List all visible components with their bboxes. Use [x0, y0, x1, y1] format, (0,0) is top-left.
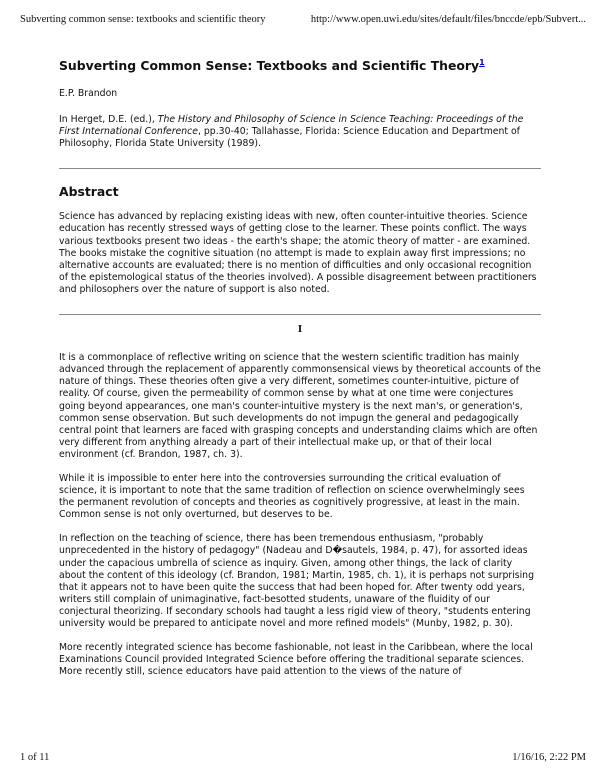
divider [59, 314, 541, 315]
citation-book-title: The History and Philosophy of Science in Science Teaching: Proceedings of the First International Conference [59, 114, 524, 138]
footnote-link[interactable]: 1 [479, 57, 485, 67]
page-number: 1 of 11 [20, 752, 50, 763]
document-title [59, 58, 541, 74]
document-body [59, 58, 541, 690]
author-name: E.P. Brandon [59, 88, 118, 99]
citation-pre: In Herget, D.E. (ed.), [59, 114, 158, 126]
body-paragraph: In reflection on the teaching of science, there has been tremendous enthusiasm, "probably unprecedented in the history of pedagogy" (Nadeau and D�sautels, 1984, p. 47), for assorted ideas under the capacious umbrella of science as inquiry. Given, among other things, the lack of clarity about the content of this ideology (cf. Brandon, 1981; Martin, 1985, ch. 1), it is perhaps not surprising that it appears not to have been quite the success that had been hoped for. After twenty odd years, writers still complain of unimaginative, fact-besotted students, unaware of the fluidity of our conjectural theorizing. If secondary schools had taught a less rigid view of theory, "students entering university would be prepared to anticipate novel and more refined models" (Munby, 1982, p. 30). [59, 533, 534, 629]
footnote-marker [479, 58, 485, 67]
citation-reference [59, 114, 541, 150]
print-footer [20, 752, 586, 768]
header-page-title: Subverting common sense: textbooks and scientific theory [20, 14, 266, 25]
citation-post: , pp.30-40; Tallahasse, Florida: Science Education and Department of Philosophy, Florida State University (1989). [59, 126, 520, 150]
title-text: Subverting Common Sense: Textbooks and Scientific Theory [59, 58, 480, 73]
body-paragraph: More recently integrated science has become fashionable, not least in the Caribbean, where the local Examinations Council provided Integrated Science before offering the traditional separate sciences. More recently still, science educators have paid attention to the views of the nature of [59, 642, 533, 678]
body-paragraph: It is a commonplace of reflective writing on science that the western scientific tradition has mainly advanced through the replacement of apparently commonsensical views by theoretical accounts of the nature of things. These theories often give a very different, sometimes counter-intuitive, picture of reality. Of course, given the permeability of common sense by what at one time were conjectures going beyond appearances, one man's counter-intuitive mystery is the next man's, or generation's, common sense observation. But such developments do not impugn the general and pedagogically central point that learners are faced with grasping concepts and understanding claims which are often very different from anything already a part of their intellectual make up, or that of their local environment (cf. Brandon, 1987, ch. 3). [59, 352, 541, 460]
abstract-text: Science has advanced by replacing existing ideas with new, often counter-intuitive theories. Science education has recently stressed ways of getting close to the learner. These points conflict. The ways various textbooks present two ideas - the earth's shape; the atomic theory of matter - are examined. The books mistake the cognitive situation (no attempt is made to explain away first impressions; no alternative accounts are evaluated; there is no mention of difficulties and only occasional recognition of the epistemological status of the theories involved). A possible disagreement between practitioners and philosophers over the nature of support is also noted. [59, 211, 537, 295]
header-url: http://www.open.uwi.edu/sites/default/files/bnccde/epb/Subvert... [310, 14, 586, 25]
abstract-heading: Abstract [59, 184, 119, 200]
print-timestamp: 1/16/16, 2:22 PM [512, 752, 586, 763]
divider [59, 168, 541, 169]
print-header [20, 14, 586, 30]
section-marker: I [297, 324, 303, 336]
body-paragraph: While it is impossible to enter here into the controversies surrounding the critical evaluation of science, it is important to note that the same tradition of reflection on science overwhelmingly sees the permanent revolution of concepts and theories as cognitively progressive, at least in the main. Common sense is not only overturned, but deserves to be. [59, 472, 525, 521]
